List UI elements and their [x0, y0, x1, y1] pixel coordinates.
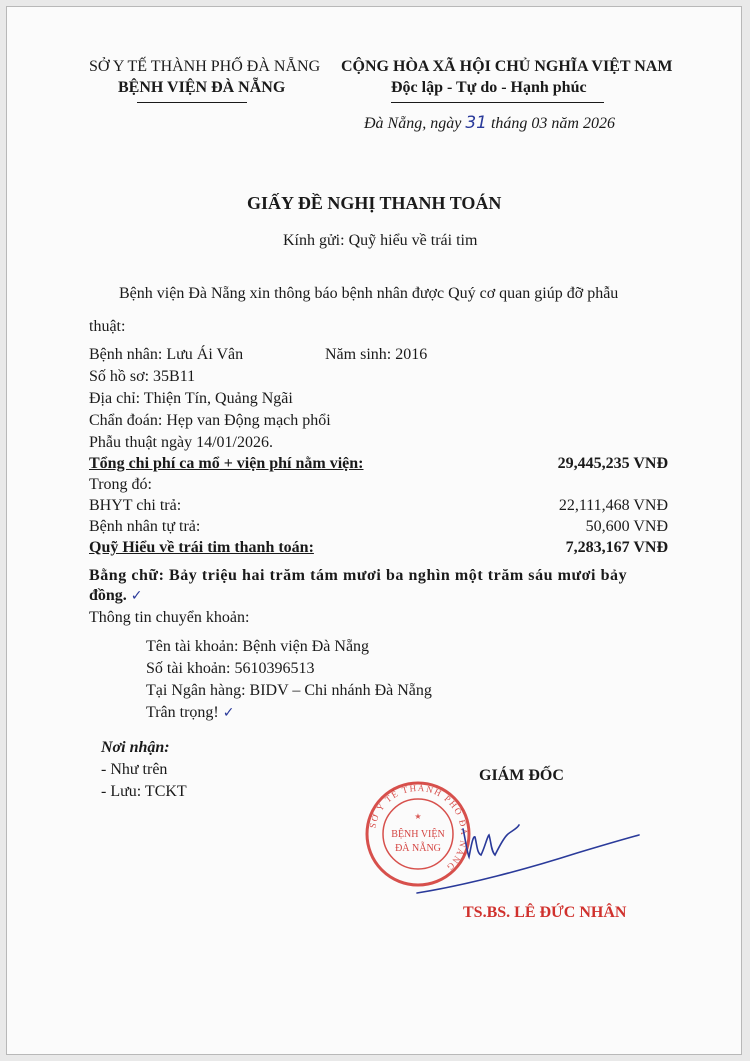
stamp-center-line2: ĐÀ NẴNG	[395, 843, 441, 854]
amount-in-words-end: đồng.	[89, 587, 127, 604]
stamp-ring-text: SỞ Y TẾ THÀNH PHỐ ĐÀ NẴNG	[367, 782, 470, 874]
nation-underline	[391, 102, 604, 103]
recipient-item-2: - Lưu: TCKT	[101, 783, 187, 800]
intro-line2: thuật:	[89, 318, 126, 335]
recipients-heading: Nơi nhận:	[101, 739, 170, 756]
addressee: Kính gửi: Quỹ hiểu về trái tim	[283, 232, 478, 249]
recipient-item-1: - Như trên	[101, 761, 168, 778]
account-name: Tên tài khoản: Bệnh viện Đà Nẵng	[146, 638, 370, 655]
date-day-handwritten: 31	[465, 113, 487, 133]
org-line2: BỆNH VIỆN ĐÀ NẴNG	[118, 79, 286, 96]
date-line	[364, 113, 615, 133]
patient-address: Địa chỉ: Thiện Tín, Quảng Ngãi	[89, 390, 293, 407]
fund-payment-value: 7,283,167 VNĐ	[565, 539, 668, 556]
document-title: GIẤY ĐỀ NGHỊ THANH TOÁN	[247, 193, 502, 213]
bank-name: Tại Ngân hàng: BIDV – Chi nhánh Đà Nẵng	[146, 682, 432, 699]
patient-pays-label: Bệnh nhân tự trả:	[89, 518, 201, 535]
handwritten-signature	[407, 807, 647, 907]
diagnosis: Chẩn đoán: Hẹp van Động mạch phổi	[89, 412, 331, 429]
nation-line1: CỘNG HÒA XÃ HỘI CHỦ NGHĨA VIỆT NAM	[341, 58, 673, 75]
closing-text: Trân trọng!	[146, 704, 219, 721]
date-prefix: Đà Nẵng, ngày	[364, 115, 462, 132]
patient-birth-year: Năm sinh: 2016	[325, 346, 428, 363]
total-cost-value: 29,445,235 VNĐ	[557, 455, 668, 472]
insurance-value: 22,111,468 VNĐ	[558, 497, 668, 514]
amount-in-words-line1: Bằng chữ: Bảy triệu hai trăm tám mươi ba nghìn một trăm sáu mươi bảy	[89, 567, 628, 584]
nation-line2: Độc lập - Tự do - Hạnh phúc	[391, 79, 587, 96]
total-cost-label: Tổng chi phí ca mổ + viện phí nằm viện:	[89, 455, 364, 472]
org-line1: SỞ Y TẾ THÀNH PHỐ ĐÀ NẴNG	[89, 58, 321, 75]
date-suffix: tháng 03 năm 2026	[490, 115, 615, 132]
stamp-center-line1: BỆNH VIỆN	[391, 829, 445, 840]
amount-in-words-line2	[89, 587, 143, 605]
document-page	[6, 6, 742, 1055]
handwritten-check-mark: ✓	[130, 588, 143, 604]
fund-payment-label: Quỹ Hiểu về trái tim thanh toán:	[89, 539, 314, 556]
signatory-role: GIÁM ĐỐC	[479, 767, 564, 784]
intro-line1: Bệnh viện Đà Nẵng xin thông báo bệnh nhân được Quý cơ quan giúp đỡ phẫu	[119, 285, 619, 302]
patient-pays-value: 50,600 VNĐ	[585, 518, 668, 535]
org-underline	[137, 102, 247, 103]
surgery-date: Phẫu thuật ngày 14/01/2026.	[89, 434, 273, 451]
signatory-name: TS.BS. LÊ ĐỨC NHÂN	[463, 904, 627, 921]
record-number: Số hồ sơ: 35B11	[89, 368, 196, 385]
svg-text:★: ★	[414, 812, 422, 821]
breakdown-label: Trong đó:	[89, 476, 152, 493]
patient-name: Bệnh nhân: Lưu Ái Vân	[89, 346, 244, 363]
transfer-heading: Thông tin chuyển khoản:	[89, 609, 250, 626]
account-number: Số tài khoản: 5610396513	[146, 660, 315, 677]
insurance-label: BHYT chi trả:	[89, 497, 182, 514]
closing-line	[146, 704, 234, 722]
handwritten-initial-mark: ✓	[222, 705, 235, 721]
